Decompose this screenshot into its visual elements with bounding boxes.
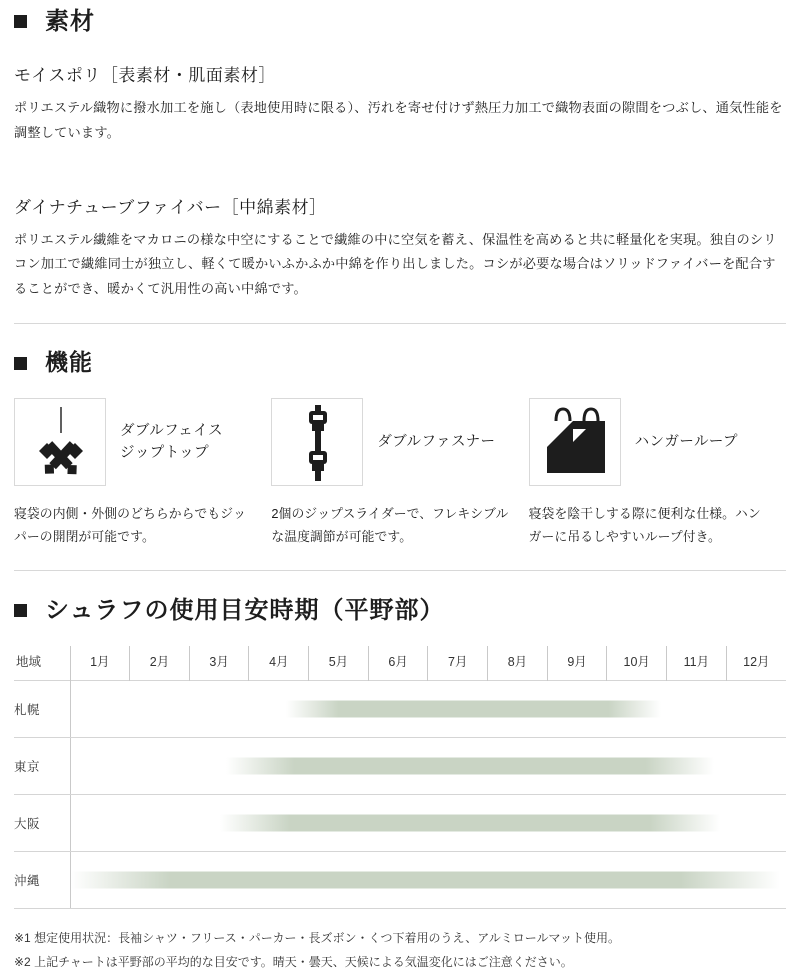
column-header-month: 1月 [70,646,130,681]
double-zipper-icon [271,398,363,486]
hanger-loop-icon [529,398,621,486]
square-bullet-icon [14,604,27,617]
bar-cell [70,795,786,852]
square-bullet-icon [14,15,27,28]
table-row [14,738,786,795]
feature-item [14,396,271,548]
row-label-region: 大阪 [14,817,41,832]
spacer [14,145,786,171]
row-label-region: 沖縄 [14,874,41,889]
material-block-text-2: ポリエステル繊維をマカロニの様な中空にすることで繊維の中に空気を蓄え、保温性を高めると共に軽量化を実現。独自のシリコン加工で繊維同士が独立し、軽くて暖かいふかふか中綿を作り出しました。コシが必要な場合はソリッドファイバーを配合することができ、暖かくて汎用性の高い中綿です。 [14,232,777,296]
chart-table [14,646,786,909]
double-face-zip-top-icon [14,398,106,486]
column-header-month: 9月 [547,646,607,681]
column-header-month: 2月 [130,646,190,681]
chart-header-row [14,646,786,681]
material-block-text-1: ポリエステル織物に撥水加工を施し（表地使用時に限る）、汚れを寄せ付けず熱圧力加工で織物表面の隙間をつぶし、通気性能を調整しています。 [14,100,783,140]
column-header-month: 6月 [368,646,428,681]
feature-label [120,420,223,465]
feature-label-line1: ダブルフェイス [120,422,223,439]
column-header-month: 11月 [667,646,727,681]
section-title-chart: シュラフの使用目安時期（平野部） [45,597,445,625]
bar-cell [70,681,786,738]
material-block-title-2: ダイナチューブファイバー［中綿素材］ [14,198,327,218]
column-header-month: 10月 [607,646,667,681]
page-title: 素材 [45,8,95,35]
table-row [14,681,786,738]
feature-description: 寝袋の内側・外側のどちらからでもジッパーの開閉が可能です。 [14,506,247,545]
bar-track [70,681,786,737]
table-row [14,852,786,909]
bar-track [70,852,786,908]
footnote-1: ※1 想定使用状況：長袖シャツ・フリース・パーカー・長ズボン・くつ下着用のうえ、アルミロールマット使用。 [14,931,621,946]
column-header-month: 3月 [189,646,249,681]
column-header-month: 5月 [309,646,369,681]
row-label-region: 札幌 [14,703,41,718]
column-header-region: 地域 [16,655,42,670]
column-header-month: 8月 [488,646,548,681]
divider [14,570,786,571]
bar-sapporo [286,701,661,718]
section-header-chart [14,589,786,628]
chart-head [14,646,786,681]
square-bullet-icon [14,357,27,370]
feature-label-line2: ジップトップ [120,445,209,462]
section-header-material [14,0,786,39]
material-block-title-1: モイスポリ［表素材・肌面素材］ [14,66,276,86]
bar-osaka [220,815,721,832]
section-header-function [14,342,786,380]
feature-top [271,396,514,488]
chart-footnotes [14,927,786,974]
feature-label [635,431,738,453]
feature-top [529,396,772,488]
bar-tokyo [226,758,715,775]
column-header-month: 12月 [726,646,786,681]
usage-period-chart [14,646,786,974]
feature-description: 2個のジップスライダーで、フレキシブルな温度調節が可能です。 [271,506,509,545]
feature-item [529,396,786,548]
feature-label [377,431,495,453]
row-label-region: 東京 [14,760,41,775]
table-row [14,795,786,852]
feature-description: 寝袋を陰干しする際に便利な仕様。ハンガーに吊るしやすいループ付き。 [528,506,761,545]
feature-label-line1: ダブルファスナー [377,433,496,450]
bar-cell [70,852,786,909]
bar-track [70,795,786,851]
footnote-2: ※2 上記チャートは平野部の平均的な目安です。晴天・曇天、天候による気温変化にはご注意ください。 [14,954,573,969]
feature-top [14,396,257,488]
feature-list [14,396,786,548]
feature-label-line1: ハンガーループ [634,433,738,450]
bar-cell [70,738,786,795]
section-title-function: 機能 [45,349,93,376]
column-header-month: 4月 [249,646,309,681]
chart-body [14,681,786,909]
column-header-month: 7月 [428,646,488,681]
bar-okinawa [71,872,780,889]
bar-track [70,738,786,794]
feature-item [271,396,528,548]
divider [14,323,786,324]
